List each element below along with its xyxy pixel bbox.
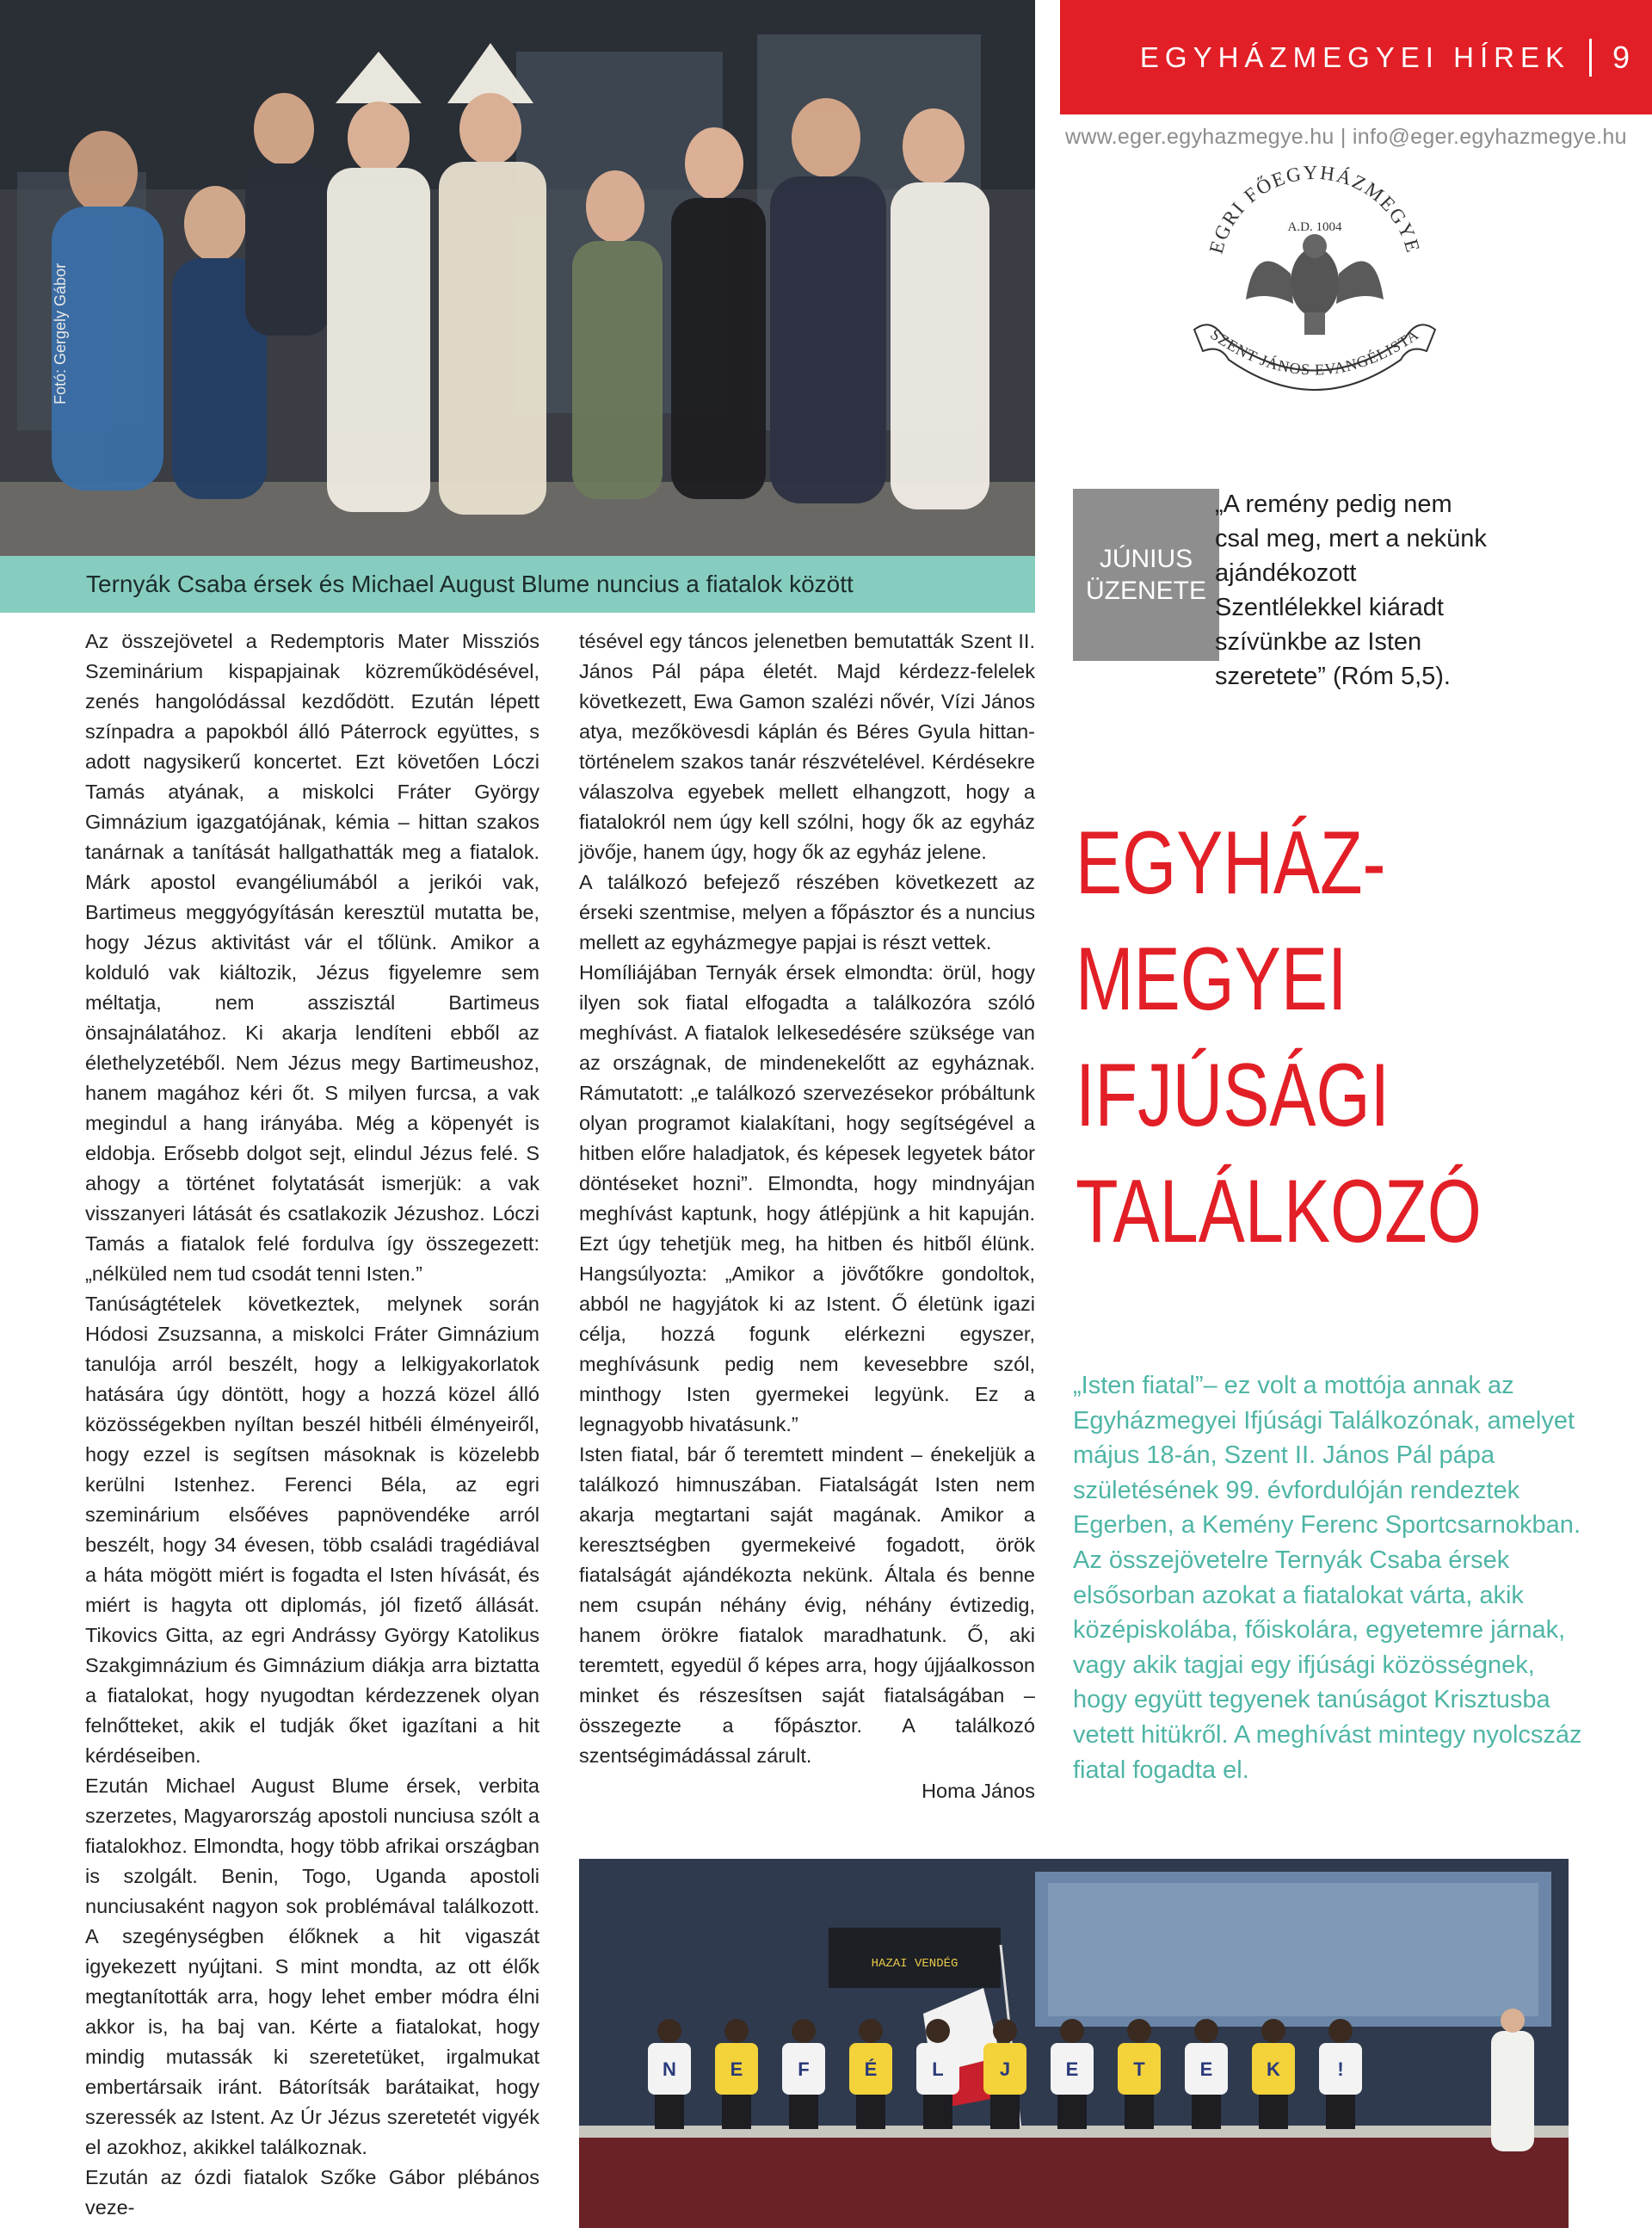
message-label: ÜZENETE — [1085, 577, 1206, 605]
shirt-letter: E — [1199, 2058, 1213, 2080]
section-title: EGYHÁZMEGYEI HÍREK — [1139, 40, 1570, 73]
shirt-letter: E — [1065, 2058, 1079, 2080]
header-divider — [1589, 39, 1592, 77]
paragraph: Tanúságtételek következtek, melynek során Hódosi Zsuzsanna, a miskolci Fráter Gimnázium tanulója arról beszélt, hogy a lelkigyakorlatok hatására úgy döntött, hogy a hozzá közel álló közösségekben nyíltan beszél hitbéli élményeiről, hogy ezzel is segítsen másoknak is közelebb kerülni Istenhez. Ferenci Béla, az egri szeminárium elsőéves papnövendéke arról beszélt, hogy 34 évesen, több családi tragédiával a háta mögött miért is fogadta el Isten hívását, és miért is hagyta ott diplomás, jól fizető állását. Tikovics Gitta, az egri Andrássy György Katolikus Szakgimnázium és Gimnázium diákja arra biztatta a fiatalokat, hogy nyugodtan kérdezzenek olyan felnőtteket, akik el tudják őket igazítani a hit kérdéseiben. — [85, 1293, 539, 1767]
shirt-letter: E — [730, 2058, 743, 2080]
eagle-crest-icon — [1186, 145, 1444, 429]
paragraph: A találkozó befejező részében következett az érseki szentmise, melyen a főpásztor és a nuncius mellett az egyházmegye papjai is részt vettek. — [579, 871, 1035, 954]
contact-line: www.eger.egyhazmegye.hu | info@eger.egyhazmegye.hu — [1065, 125, 1627, 149]
shirt-letter: L — [932, 2058, 944, 2080]
svg-text:A.D. 1004: A.D. 1004 — [1287, 220, 1342, 234]
article-lead: „Isten fiatal”– ez volt a mottója annak az Egyházmegyei Ifjúsági Találkozónak, amelyet május 18-án, Szent II. János Pál pápa születésének 99. évfordulóján rendeztek Egerben, a Kemény Ferenc Sportcsarnokban. Az összejövetelre Ternyák Csaba érsek elsősorban azokat a fiatalokat várta, akik középiskolába, főiskolára, egyetemre járnak, vagy akik tagjai egy ifjúsági közösségnek, hogy együtt tegyenek tanúságot Krisztusba vetett hitükről. A meghívást mintegy nyolcszáz fiatal fogadta el. — [1073, 1372, 1582, 1784]
shirt-letter: ! — [1337, 2058, 1344, 2080]
bible-quote: „A remény pedig nem csal meg, mert a nekünk ajándékozott Szentlélekkel kiáradt szívünkbe az Isten szeretete” (Róm 5,5). — [1215, 491, 1487, 691]
headline-line-2: MEGYEI — [1076, 929, 1347, 1029]
article-headline — [1076, 809, 1482, 1274]
svg-text:EGRI FŐEGYHÁZMEGYE: EGRI FŐEGYHÁZMEGYE — [1205, 161, 1425, 256]
paragraph: Ezután az ózdi fiatalok Szőke Gábor plébános veze- — [85, 2166, 539, 2219]
author-signature: Homa János — [922, 1780, 1035, 1802]
monthly-message-box — [1073, 489, 1219, 661]
shirt-letter: K — [1267, 2058, 1280, 2080]
article-column-2 — [579, 626, 1035, 1806]
shirt-letter: T — [1133, 2058, 1145, 2080]
photo-credit: Fotó: Gergely Gábor — [52, 262, 69, 404]
svg-text:HAZAI VENDÉG: HAZAI VENDÉG — [871, 1957, 959, 1971]
shirt-letter: F — [798, 2058, 810, 2080]
svg-text:SZENT JÁNOS EVANGÉLISTA: SZENT JÁNOS EVANGÉLISTA — [1207, 325, 1422, 379]
group-photo — [0, 0, 1035, 556]
paragraph: Isten fiatal, bár ő teremtett mindent – énekeljük a találkozó himnuszában. Fiatalságát Isten nem akarja megtartani saját magának. Amikor a keresztségben gyermekeivé fogadott, örök fiatalságát ajándékozta nekünk. Általa és benne nem csupán néhány évig, néhány évtizedig, hanem örökre fiatalok maradhatunk. Ő, aki teremtett, egyedül ő képes arra, hogy újjáalkosson minket és részesítsen saját fiatalságában – összegezte a főpásztor. A találkozó szentségimádással zárult. — [579, 1443, 1035, 1767]
headline-line-4: TALÁLKOZÓ — [1076, 1161, 1482, 1262]
page-number: 9 — [1612, 39, 1630, 75]
shirt-letter: J — [999, 2058, 1011, 2080]
photo-caption: Ternyák Csaba érsek és Michael August Blume nuncius a fiatalok között — [86, 571, 854, 597]
group-photo-illustration — [0, 0, 1035, 556]
headline-line-1: EGYHÁZ- — [1076, 813, 1386, 913]
article-column-1 — [85, 626, 539, 2223]
paragraph: Ezután Michael August Blume érsek, verbita szerzetes, Magyarország apostoli nunciusa szólt a fiatalokhoz. Elmondta, hogy több afrikai országban is szolgált. Benin, Togo, Uganda apostoli nunciusaként nagyon sok problémával találkozott. A szegénységben élőknek a hit vigaszát igyekezett nyújtani. S mint mondta, az ott élők megtanították arra, hogy lehet ember módra élni akkor is, ha baj van. Kérte a fiatalokat, hogy mindig mutassák ki szeretetüket, irgalmukat embertársaik iránt. Bátorítsák barátaikat, hogy szeressék az Istent. Az Úr Jézus szeretetét vigyék el azokhoz, akikkel találkoznak. — [85, 1774, 539, 2158]
paragraph: tésével egy táncos jelenetben bemutatták Szent II. János Pál pápa életét. Majd kérdezz-felelek következett, Ewa Gamon szalézi nővér, Vízi János atya, mezőkövesdi káplán és Béres Gyula hittan-történelem szakos tanár részvételével. Kérdésekre válaszolva egyebek mellett elhangzott, hogy a fiatalokról nem úgy kell szólni, hogy ők az egyház jövője, hanem úgy, hogy ők az egyház jelene. — [579, 630, 1035, 863]
shirt-letter: É — [864, 2058, 878, 2080]
stage-photo — [579, 1859, 1569, 2228]
month-label: JÚNIUS — [1099, 544, 1193, 573]
paragraph: Homíliájában Ternyák érsek elmondta: örül, hogy ilyen sok fiatal elfogadta a találkozóra szóló meghívást. A fiatalok lelkesedésére szüksége van az országnak, de mindenekelőtt az egyháznak. Rámutatott: „e találkozó szervezésekor próbáltunk olyan programot kialakítani, hogy segítségével a hitben előre haladjatok, és képesek legyetek bátor döntéseket hozni”. Elmondta, hogy mindnyájan meghívást kaptunk, hogy átlépjünk a hit kapuján. Ezt úgy tehetjük meg, ha hitben és hitből élünk. Hangsúlyozta: „Amikor a jövőtőkre gondoltok, abból ne hagyjátok ki az Istent. Ő életünk igazi célja, hozzá fogunk elérkezni egyszer, meghívásunk pedig nem kevesebbre szól, minthogy Isten gyermekei legyünk. Ez a legnagyobb hivatásunk.” — [579, 961, 1035, 1435]
shirt-letter: N — [663, 2058, 676, 2080]
section-header — [1060, 0, 1652, 114]
stage-photo-illustration — [579, 1859, 1569, 2228]
paragraph: Az összejövetel a Redemptoris Mater Missziós Szeminárium kispapjainak közreműködésével, zenés hangolódással kezdődött. Ezután lépett színpadra a papokból álló Páterrock együttes, s adott nagysikerű koncertet. Ezt követően Lóczi Tamás atyának, a miskolci Fráter György Gimnázium igazgatójának, kémia – hittan szakos tanárnak a tanítását hallgathatták meg a fiatalok. Márk apostol evangéliumából a jerikói vak, Bartimeus meggyógyításán keresztül mutatta be, hogy Jézus aktivitást vár el tőlünk. Amikor a kolduló vak kiáltozik, Jézus figyelemre sem méltatja, nem asszisztál Bartimeus önsajnálatához. Ki akarja lendíteni ebből az élethelyzetéből. Nem Jézus megy Bartimeushoz, hanem magához kéri őt. S milyen furcsa, a vak megindul a hang irányába. Még a köpenyét is eldobja. Erősebb dolgot sejt, elindul Jézus felé. S ahogy a történet folytatását ismerjük: a vak visszanyeri látását és csatlakozik Jézushoz. Lóczi Tamás a fiatalok felé fordulva így összegezett: „nélküled nem tud csodát tenni Isten.” — [85, 630, 539, 1285]
photo-caption-bar — [0, 556, 1035, 613]
archdiocese-logo — [1186, 145, 1444, 429]
headline-line-3: IFJÚSÁGI — [1076, 1045, 1390, 1145]
